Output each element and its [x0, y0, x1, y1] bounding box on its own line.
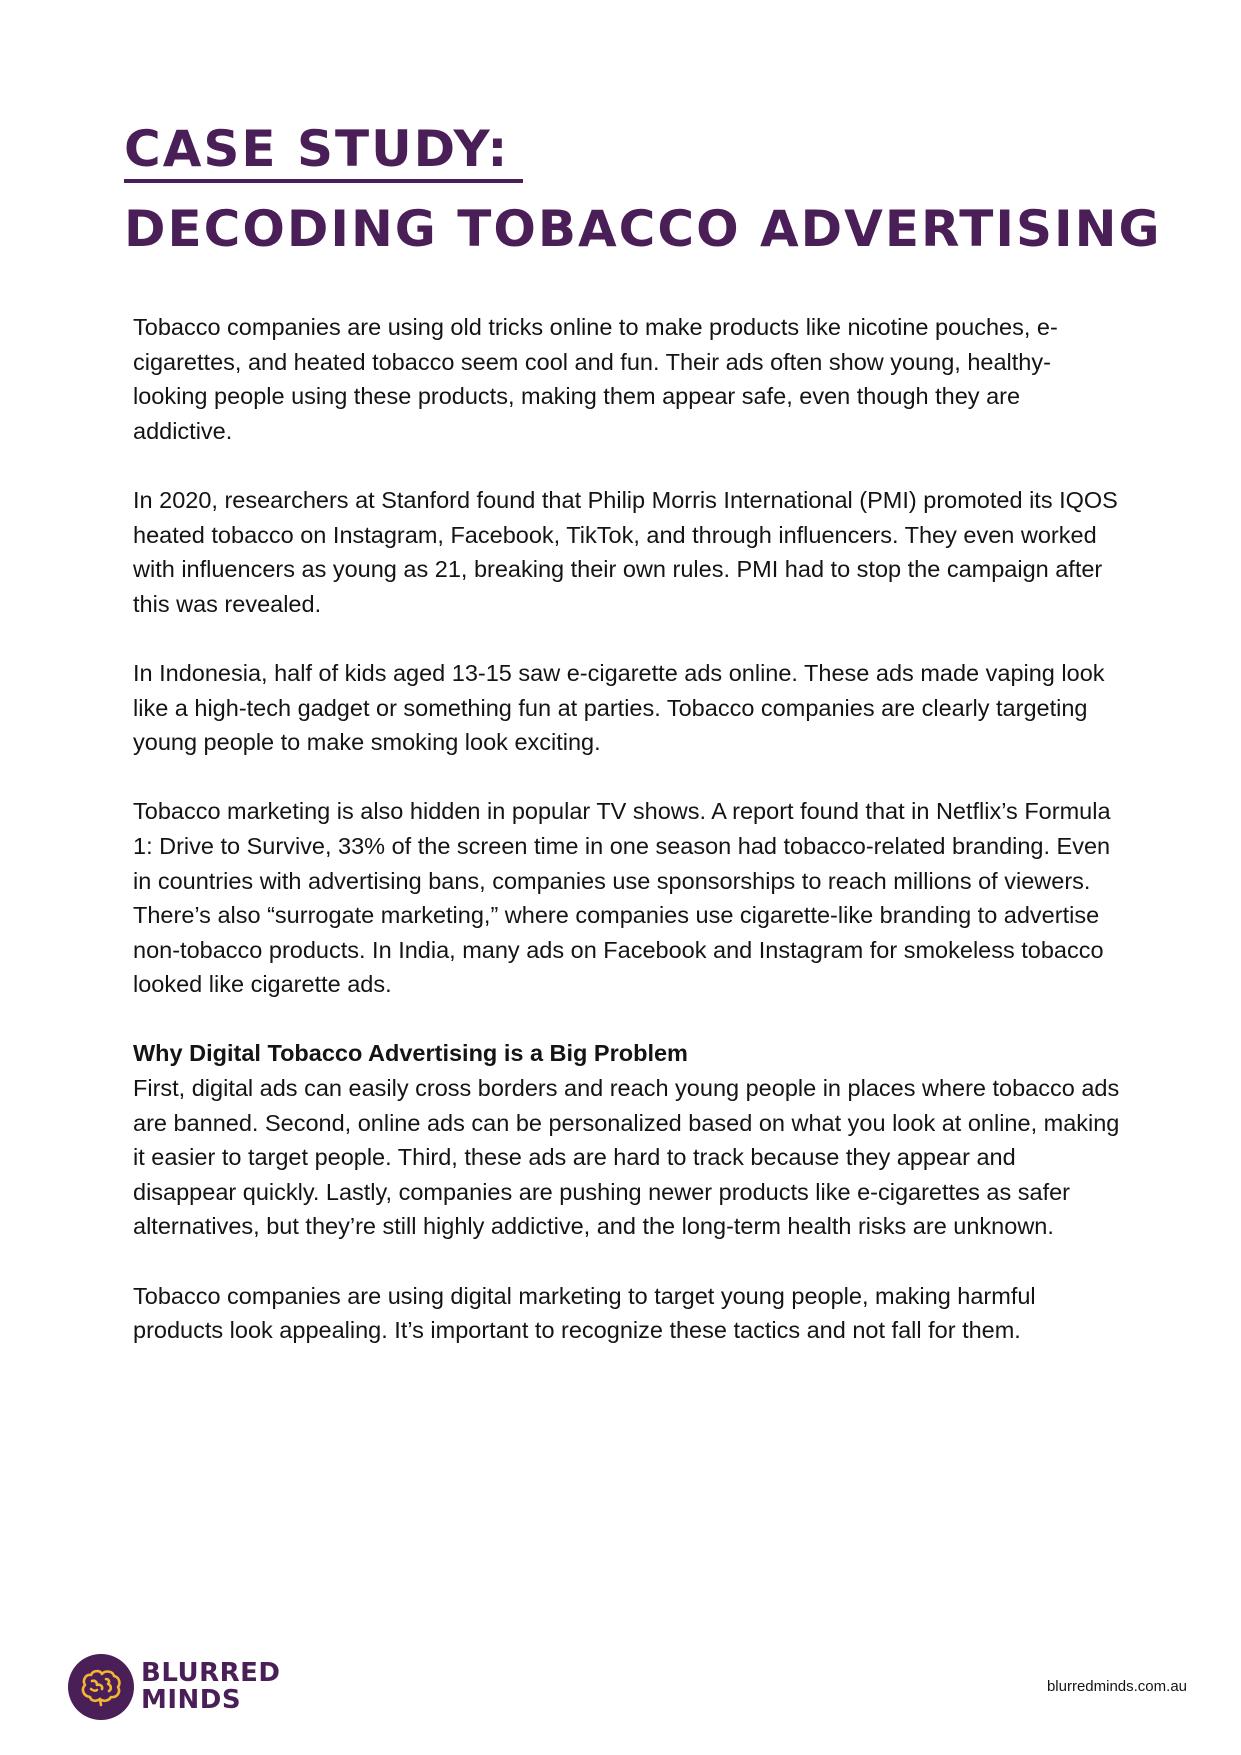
blurred-minds-logo	[68, 1654, 280, 1720]
section-text: First, digital ads can easily cross borders and reach young people in places where tobacco ads are banned. Second, online ads can be personalized based on what you look at online, making it easier to target people. Third, these ads are hard to track because they appear and disappear quickly. Lastly, companies are pushing newer products like e-cigarettes as safer alternatives, but they’re still highly addictive, and the long-term health risks are unknown.	[133, 1075, 1120, 1240]
paragraph-stanford: In 2020, researchers at Stanford found that Philip Morris International (PMI) promoted its IQOS heated tobacco on Instagram, Facebook, TikTok, and through influencers. They even worked with influencers as young as 21, breaking their own rules. PMI had to stop the campaign after this was revealed.	[133, 486, 1118, 617]
brain-icon	[68, 1654, 134, 1720]
article-body	[133, 310, 1123, 1348]
website-url: blurredminds.com.au	[1046, 1678, 1187, 1695]
problem-section	[133, 1036, 1123, 1244]
paragraph-conclusion: Tobacco companies are using digital marketing to target young people, making harmful products look appealing. It’s important to recognize these tactics and not fall for them.	[133, 1282, 1036, 1344]
logo-wordmark	[141, 1660, 280, 1714]
logo-text-line-2: MINDS	[141, 1685, 242, 1715]
title-line-1: CASE STUDY:	[124, 119, 523, 183]
page-title	[124, 112, 1162, 266]
section-heading: Why Digital Tobacco Advertising is a Big Problem	[133, 1040, 688, 1067]
paragraph-tv-shows: Tobacco marketing is also hidden in popular TV shows. A report found that in Netflix’s Formula 1: Drive to Survive, 33% of the screen time in one season had tobacco-related branding. Even in countries with advertising bans, companies use sponsorships to reach millions of viewers.	[133, 798, 1111, 894]
paragraph-indonesia: In Indonesia, half of kids aged 13-15 saw e-cigarette ads online. These ads made vaping look like a high-tech gadget or something fun at parties. Tobacco companies are clearly targeting young people to make smoking look exciting.	[133, 659, 1105, 756]
paragraph-surrogate-marketing: There’s also “surrogate marketing,” where companies use cigarette-like branding to advertise non-tobacco products. In India, many ads on Facebook and Instagram for smokeless tobacco looked like cigarette ads.	[133, 902, 1104, 998]
title-line-2: DECODING TOBACCO ADVERTISING	[124, 200, 1162, 258]
paragraph-intro: Tobacco companies are using old tricks online to make products like nicotine pouches, e-cigarettes, and heated tobacco seem cool and fun. Their ads often show young, healthy-looking people using these products, making them appear safe, even though they are addictive.	[133, 314, 1058, 444]
logo-text-line-1: BLURRED	[141, 1658, 281, 1688]
